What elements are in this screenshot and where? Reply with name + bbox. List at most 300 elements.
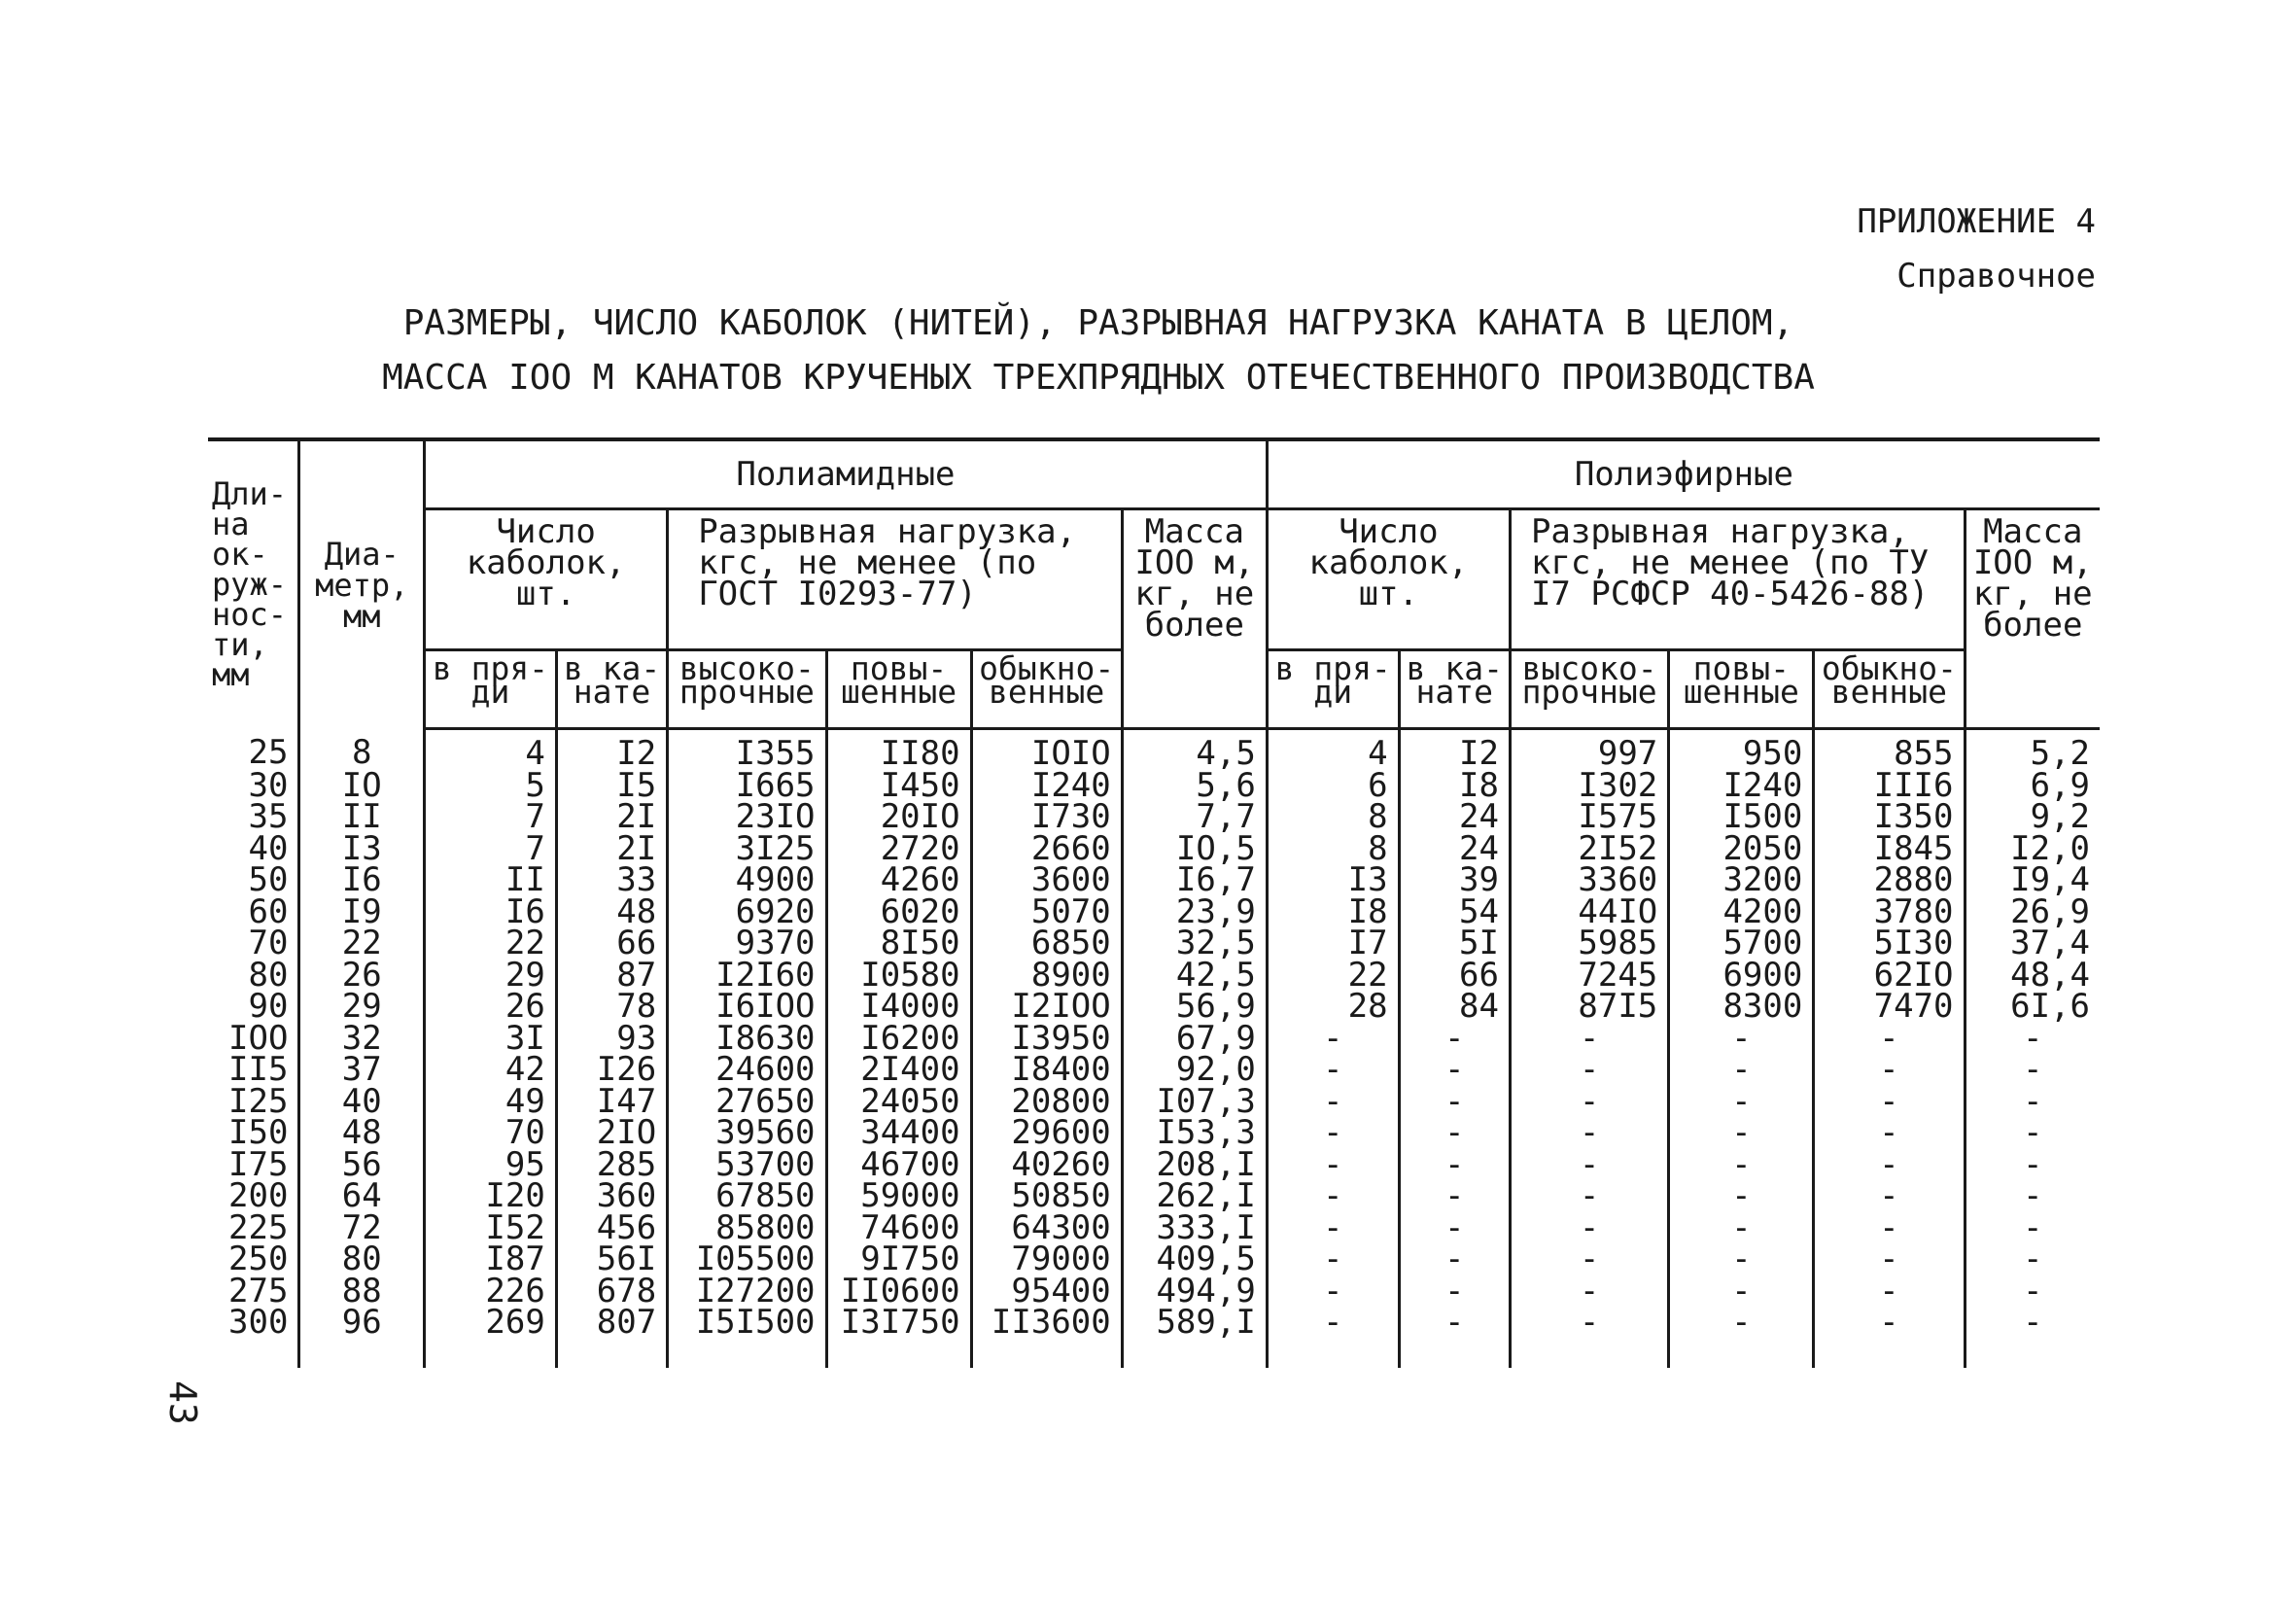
table-row bbox=[208, 896, 2100, 928]
cell-pe-ordinary: I845 bbox=[1814, 833, 1965, 865]
header-mass-pe: Масса IOO м, кг, не более bbox=[1965, 509, 2100, 729]
cell-pa-increased: I3I750 bbox=[826, 1307, 971, 1368]
appendix-subtitle: Справочное bbox=[1896, 257, 2096, 296]
cell-pa-increased: 2I400 bbox=[826, 1054, 971, 1086]
cell-length: 90 bbox=[248, 987, 289, 1026]
header-high-pa: высоко-прочные bbox=[668, 650, 826, 729]
cell-pa-ordinary: I730 bbox=[971, 801, 1122, 833]
cell-pa-increased: 6020 bbox=[826, 896, 971, 928]
cell-pa-strand: II bbox=[425, 864, 557, 896]
cell-pa-rope: 285 bbox=[556, 1149, 667, 1181]
header-diameter: Диа-метр, мм bbox=[299, 439, 425, 729]
cell-diameter: I9 bbox=[299, 896, 425, 928]
cell-pe-ordinary: 2880 bbox=[1814, 864, 1965, 896]
cell-pe-ordinary: - bbox=[1814, 1054, 1965, 1086]
cell-pa-increased: 46700 bbox=[826, 1149, 971, 1181]
cell-pe-increased: I500 bbox=[1669, 801, 1814, 833]
cell-pa-strand: 22 bbox=[425, 927, 557, 960]
cell-pe-rope: - bbox=[1399, 1243, 1510, 1275]
table-row bbox=[208, 801, 2100, 833]
header-high-pe: высоко-прочные bbox=[1510, 650, 1668, 729]
cell-pe-high: 44IO bbox=[1510, 896, 1668, 928]
cell-pa-high: 3I25 bbox=[668, 833, 826, 865]
cell-length: 300 bbox=[228, 1303, 289, 1342]
cell-pe-increased: 950 bbox=[1669, 729, 1814, 770]
table-row bbox=[208, 1117, 2100, 1149]
cell-pa-high: I665 bbox=[668, 770, 826, 802]
cell-pa-high: I8630 bbox=[668, 1023, 826, 1055]
cell-pa-high: 53700 bbox=[668, 1149, 826, 1181]
cell-pe-rope: - bbox=[1399, 1212, 1510, 1244]
cell-pe-rope: - bbox=[1399, 1275, 1510, 1308]
cell-pa-increased: 59000 bbox=[826, 1180, 971, 1212]
cell-pa-rope: 33 bbox=[556, 864, 667, 896]
header-increased-pa: повы-шенные bbox=[826, 650, 971, 729]
cell-pa-strand: 3I bbox=[425, 1023, 557, 1055]
cell-pe-high: - bbox=[1510, 1275, 1668, 1308]
title-line-2: МАССА IOO М КАНАТОВ КРУЧЕНЫХ ТРЕХПРЯДНЫХ ОТЕЧЕСТВЕННОГО ПРОИЗВОДСТВА bbox=[382, 358, 1815, 398]
cell-pa-ordinary: IOIO bbox=[971, 729, 1122, 770]
cell-pe-high: - bbox=[1510, 1117, 1668, 1149]
cell-pe-high: 5985 bbox=[1510, 927, 1668, 960]
cell-pa-rope: 2I bbox=[556, 801, 667, 833]
cell-pa-increased: II80 bbox=[826, 729, 971, 770]
cell-pa-strand: 42 bbox=[425, 1054, 557, 1086]
cell-pa-mass: 32,5 bbox=[1122, 927, 1267, 960]
cell-pa-mass: 56,9 bbox=[1122, 991, 1267, 1023]
cell-pe-ordinary: - bbox=[1814, 1180, 1965, 1212]
cell-pa-rope: 2IO bbox=[556, 1117, 667, 1149]
cell-pe-high: 7245 bbox=[1510, 960, 1668, 992]
cell-pa-rope: 678 bbox=[556, 1275, 667, 1308]
cell-pa-high: I2I60 bbox=[668, 960, 826, 992]
cell-pa-strand: 269 bbox=[425, 1307, 557, 1368]
cell-pe-strand: 6 bbox=[1267, 770, 1399, 802]
document-title bbox=[292, 297, 1905, 405]
header-in-strand-pa: в пря-ди bbox=[425, 650, 557, 729]
cell-length: 275 bbox=[228, 1271, 289, 1310]
cell-pe-strand: 28 bbox=[1267, 991, 1399, 1023]
header-yarns-pe: Число каболок, шт. bbox=[1267, 509, 1510, 650]
cell-pa-strand: I20 bbox=[425, 1180, 557, 1212]
cell-pe-mass: 9,2 bbox=[1965, 801, 2100, 833]
cell-pe-high: - bbox=[1510, 1149, 1668, 1181]
cell-pa-high: 27650 bbox=[668, 1086, 826, 1118]
cell-pa-mass: 494,9 bbox=[1122, 1275, 1267, 1308]
cell-pa-mass: 409,5 bbox=[1122, 1243, 1267, 1275]
cell-pa-ordinary: I8400 bbox=[971, 1054, 1122, 1086]
cell-pa-rope: I26 bbox=[556, 1054, 667, 1086]
cell-diameter: 64 bbox=[299, 1180, 425, 1212]
cell-pa-increased: 2720 bbox=[826, 833, 971, 865]
cell-pe-strand: - bbox=[1267, 1149, 1399, 1181]
cell-pa-increased: I6200 bbox=[826, 1023, 971, 1055]
cell-pa-mass: 262,I bbox=[1122, 1180, 1267, 1212]
rope-specs-table bbox=[208, 437, 2100, 1368]
cell-pe-high: - bbox=[1510, 1243, 1668, 1275]
cell-pa-strand: 70 bbox=[425, 1117, 557, 1149]
cell-pe-rope: - bbox=[1399, 1117, 1510, 1149]
cell-pe-strand: - bbox=[1267, 1086, 1399, 1118]
cell-pa-rope: 87 bbox=[556, 960, 667, 992]
cell-pa-ordinary: 5070 bbox=[971, 896, 1122, 928]
cell-length: 225 bbox=[228, 1207, 289, 1247]
cell-diameter: 32 bbox=[299, 1023, 425, 1055]
cell-pa-rope: 807 bbox=[556, 1307, 667, 1368]
cell-pa-ordinary: 3600 bbox=[971, 864, 1122, 896]
cell-length: 60 bbox=[248, 891, 289, 931]
cell-pe-mass: - bbox=[1965, 1212, 2100, 1244]
cell-pa-rope: 456 bbox=[556, 1212, 667, 1244]
cell-pa-mass: I53,3 bbox=[1122, 1117, 1267, 1149]
cell-pe-strand: - bbox=[1267, 1212, 1399, 1244]
page-number: 43 bbox=[161, 1380, 204, 1425]
cell-pa-mass: 7,7 bbox=[1122, 801, 1267, 833]
cell-pe-mass: 37,4 bbox=[1965, 927, 2100, 960]
cell-pe-ordinary: I350 bbox=[1814, 801, 1965, 833]
cell-pa-strand: I52 bbox=[425, 1212, 557, 1244]
cell-pa-strand: 49 bbox=[425, 1086, 557, 1118]
cell-pe-increased: 3200 bbox=[1669, 864, 1814, 896]
cell-pa-mass: 4,5 bbox=[1122, 729, 1267, 770]
cell-pe-mass: - bbox=[1965, 1307, 2100, 1368]
cell-pe-mass: I2,0 bbox=[1965, 833, 2100, 865]
cell-pe-mass: - bbox=[1965, 1275, 2100, 1308]
cell-pe-strand: I3 bbox=[1267, 864, 1399, 896]
cell-length: I25 bbox=[228, 1081, 289, 1121]
cell-pe-high: 2I52 bbox=[1510, 833, 1668, 865]
cell-length: 50 bbox=[248, 860, 289, 899]
cell-pa-ordinary: 95400 bbox=[971, 1275, 1122, 1308]
cell-pa-strand: 7 bbox=[425, 801, 557, 833]
cell-diameter: 72 bbox=[299, 1212, 425, 1244]
cell-pe-ordinary: 855 bbox=[1814, 729, 1965, 770]
cell-diameter: I3 bbox=[299, 833, 425, 865]
cell-pa-ordinary: II3600 bbox=[971, 1307, 1122, 1368]
cell-pe-strand: 22 bbox=[1267, 960, 1399, 992]
cell-pe-rope: 66 bbox=[1399, 960, 1510, 992]
table-row bbox=[208, 833, 2100, 865]
header-polyamide: Полиамидные bbox=[425, 439, 1268, 509]
table-row bbox=[208, 1086, 2100, 1118]
cell-pe-increased: - bbox=[1669, 1054, 1814, 1086]
cell-pa-ordinary: 29600 bbox=[971, 1117, 1122, 1149]
cell-pe-increased: 8300 bbox=[1669, 991, 1814, 1023]
header-polyester: Полиэфирные bbox=[1267, 439, 2100, 509]
cell-pe-mass: - bbox=[1965, 1086, 2100, 1118]
cell-pe-high: - bbox=[1510, 1212, 1668, 1244]
cell-pa-increased: 74600 bbox=[826, 1212, 971, 1244]
cell-pe-high: - bbox=[1510, 1023, 1668, 1055]
cell-pe-strand: - bbox=[1267, 1275, 1399, 1308]
cell-pa-rope: 48 bbox=[556, 896, 667, 928]
cell-diameter: 29 bbox=[299, 991, 425, 1023]
cell-pa-strand: 7 bbox=[425, 833, 557, 865]
cell-pe-high: I302 bbox=[1510, 770, 1668, 802]
cell-pe-ordinary: 5I30 bbox=[1814, 927, 1965, 960]
cell-pa-increased: 8I50 bbox=[826, 927, 971, 960]
cell-pa-strand: 95 bbox=[425, 1149, 557, 1181]
cell-pa-strand: 226 bbox=[425, 1275, 557, 1308]
cell-length: I75 bbox=[228, 1144, 289, 1184]
header-ordinary-pa: обыкно-венные bbox=[971, 650, 1122, 729]
cell-pe-ordinary: 3780 bbox=[1814, 896, 1965, 928]
cell-pe-strand: - bbox=[1267, 1117, 1399, 1149]
cell-pa-ordinary: 40260 bbox=[971, 1149, 1122, 1181]
cell-pe-rope: I2 bbox=[1399, 729, 1510, 770]
cell-diameter: 22 bbox=[299, 927, 425, 960]
header-in-rope-pa: в ка-нате bbox=[556, 650, 667, 729]
cell-pa-high: I6IOO bbox=[668, 991, 826, 1023]
header-yarns-pa: Число каболок, шт. bbox=[425, 509, 668, 650]
cell-pa-strand: I87 bbox=[425, 1243, 557, 1275]
cell-pe-ordinary: 7470 bbox=[1814, 991, 1965, 1023]
cell-diameter: 48 bbox=[299, 1117, 425, 1149]
cell-pe-rope: 24 bbox=[1399, 801, 1510, 833]
cell-length: 25 bbox=[248, 733, 289, 773]
cell-pe-mass: - bbox=[1965, 1023, 2100, 1055]
cell-pa-strand: 26 bbox=[425, 991, 557, 1023]
cell-pe-high: - bbox=[1510, 1086, 1668, 1118]
cell-pe-strand: 8 bbox=[1267, 833, 1399, 865]
cell-pe-rope: - bbox=[1399, 1149, 1510, 1181]
cell-pe-strand: - bbox=[1267, 1243, 1399, 1275]
cell-pa-high: 85800 bbox=[668, 1212, 826, 1244]
cell-pa-rope: 93 bbox=[556, 1023, 667, 1055]
appendix-block bbox=[1857, 194, 2096, 303]
cell-pe-increased: 6900 bbox=[1669, 960, 1814, 992]
table-body bbox=[208, 729, 2100, 1368]
cell-length: 40 bbox=[248, 828, 289, 868]
cell-pa-mass: IO,5 bbox=[1122, 833, 1267, 865]
cell-diameter: I6 bbox=[299, 864, 425, 896]
cell-pa-high: I27200 bbox=[668, 1275, 826, 1308]
cell-pe-increased: - bbox=[1669, 1243, 1814, 1275]
cell-pa-high: 23IO bbox=[668, 801, 826, 833]
cell-pe-ordinary: - bbox=[1814, 1212, 1965, 1244]
cell-diameter: 96 bbox=[299, 1307, 425, 1368]
cell-pe-increased: 4200 bbox=[1669, 896, 1814, 928]
cell-pa-ordinary: 8900 bbox=[971, 960, 1122, 992]
cell-pa-strand: 5 bbox=[425, 770, 557, 802]
cell-pe-ordinary: - bbox=[1814, 1275, 1965, 1308]
cell-pa-mass: I6,7 bbox=[1122, 864, 1267, 896]
cell-pe-rope: 54 bbox=[1399, 896, 1510, 928]
cell-pe-high: - bbox=[1510, 1180, 1668, 1212]
cell-pe-increased: - bbox=[1669, 1117, 1814, 1149]
cell-pa-increased: 34400 bbox=[826, 1117, 971, 1149]
cell-pe-high: I575 bbox=[1510, 801, 1668, 833]
cell-pa-mass: 333,I bbox=[1122, 1212, 1267, 1244]
cell-pe-ordinary: - bbox=[1814, 1023, 1965, 1055]
table-row bbox=[208, 864, 2100, 896]
appendix-label: ПРИЛОЖЕНИЕ 4 bbox=[1857, 202, 2096, 241]
cell-pe-strand: I7 bbox=[1267, 927, 1399, 960]
cell-pa-increased: 9I750 bbox=[826, 1243, 971, 1275]
title-line-1: РАЗМЕРЫ, ЧИСЛО КАБОЛОК (НИТЕЙ), РАЗРЫВНАЯ НАГРУЗКА КАНАТА В ЦЕЛОМ, bbox=[402, 303, 1794, 343]
cell-pe-increased: - bbox=[1669, 1212, 1814, 1244]
cell-length: IOO bbox=[228, 1018, 289, 1058]
cell-pa-rope: I5 bbox=[556, 770, 667, 802]
cell-pe-high: 997 bbox=[1510, 729, 1668, 770]
header-load-pa: Разрывная нагрузка, кгс, не менее (по ГОСТ I0293-77) bbox=[668, 509, 1123, 650]
cell-pe-mass: - bbox=[1965, 1054, 2100, 1086]
header-load-pe: Разрывная нагрузка, кгс, не менее (по ТУ I7 РСФСР 40-5426-88) bbox=[1510, 509, 1965, 650]
cell-length: 200 bbox=[228, 1176, 289, 1215]
cell-pe-rope: 5I bbox=[1399, 927, 1510, 960]
cell-pe-strand: - bbox=[1267, 1307, 1399, 1368]
cell-pa-high: 4900 bbox=[668, 864, 826, 896]
table-row bbox=[208, 1054, 2100, 1086]
cell-pa-strand: I6 bbox=[425, 896, 557, 928]
cell-pa-mass: 5,6 bbox=[1122, 770, 1267, 802]
cell-diameter: 88 bbox=[299, 1275, 425, 1308]
cell-pa-rope: I2 bbox=[556, 729, 667, 770]
cell-pe-rope: 39 bbox=[1399, 864, 1510, 896]
cell-pa-ordinary: 20800 bbox=[971, 1086, 1122, 1118]
cell-pe-mass: 6I,6 bbox=[1965, 991, 2100, 1023]
cell-pa-mass: 67,9 bbox=[1122, 1023, 1267, 1055]
cell-length: II5 bbox=[228, 1050, 289, 1089]
cell-diameter: 80 bbox=[299, 1243, 425, 1275]
cell-length: 30 bbox=[248, 765, 289, 805]
cell-pa-ordinary: I3950 bbox=[971, 1023, 1122, 1055]
table-row bbox=[208, 729, 2100, 770]
cell-pa-increased: 4260 bbox=[826, 864, 971, 896]
cell-pe-rope: - bbox=[1399, 1307, 1510, 1368]
cell-pa-rope: 360 bbox=[556, 1180, 667, 1212]
cell-pe-ordinary: - bbox=[1814, 1149, 1965, 1181]
cell-diameter: 40 bbox=[299, 1086, 425, 1118]
cell-pa-mass: 208,I bbox=[1122, 1149, 1267, 1181]
table-row bbox=[208, 1243, 2100, 1275]
cell-pa-high: I05500 bbox=[668, 1243, 826, 1275]
cell-pe-mass: - bbox=[1965, 1180, 2100, 1212]
table-row bbox=[208, 960, 2100, 992]
cell-pa-strand: 29 bbox=[425, 960, 557, 992]
cell-pe-high: 3360 bbox=[1510, 864, 1668, 896]
cell-pe-increased: - bbox=[1669, 1086, 1814, 1118]
cell-length: 250 bbox=[228, 1240, 289, 1278]
header-in-strand-pe: в пря-ди bbox=[1267, 650, 1399, 729]
cell-pe-increased: 5700 bbox=[1669, 927, 1814, 960]
cell-pa-increased: 24050 bbox=[826, 1086, 971, 1118]
table-row bbox=[208, 770, 2100, 802]
cell-pa-mass: I07,3 bbox=[1122, 1086, 1267, 1118]
cell-pa-rope: 2I bbox=[556, 833, 667, 865]
cell-pe-increased: - bbox=[1669, 1149, 1814, 1181]
cell-pa-increased: I4000 bbox=[826, 991, 971, 1023]
cell-pa-ordinary: 79000 bbox=[971, 1243, 1122, 1275]
cell-pe-ordinary: III6 bbox=[1814, 770, 1965, 802]
cell-pe-strand: - bbox=[1267, 1023, 1399, 1055]
cell-pa-mass: 42,5 bbox=[1122, 960, 1267, 992]
cell-pa-rope: I47 bbox=[556, 1086, 667, 1118]
cell-diameter: 56 bbox=[299, 1149, 425, 1181]
cell-diameter: 8 bbox=[299, 729, 425, 770]
cell-pa-increased: I0580 bbox=[826, 960, 971, 992]
cell-pe-mass: - bbox=[1965, 1117, 2100, 1149]
cell-pe-increased: - bbox=[1669, 1180, 1814, 1212]
cell-pe-mass: 5,2 bbox=[1965, 729, 2100, 770]
table-row bbox=[208, 1180, 2100, 1212]
cell-pe-ordinary: - bbox=[1814, 1086, 1965, 1118]
cell-pe-strand: I8 bbox=[1267, 896, 1399, 928]
header-ordinary-pe: обыкно-венные bbox=[1814, 650, 1965, 729]
cell-pe-rope: 24 bbox=[1399, 833, 1510, 865]
cell-pe-increased: - bbox=[1669, 1275, 1814, 1308]
cell-pe-mass: - bbox=[1965, 1149, 2100, 1181]
cell-pa-high: 67850 bbox=[668, 1180, 826, 1212]
cell-pa-rope: 66 bbox=[556, 927, 667, 960]
cell-pe-high: 87I5 bbox=[1510, 991, 1668, 1023]
cell-pa-high: 39560 bbox=[668, 1117, 826, 1149]
cell-pa-high: I5I500 bbox=[668, 1307, 826, 1368]
cell-length: 35 bbox=[248, 797, 289, 836]
cell-pa-increased: 20IO bbox=[826, 801, 971, 833]
cell-pa-high: 24600 bbox=[668, 1054, 826, 1086]
cell-pe-high: - bbox=[1510, 1307, 1668, 1368]
cell-length: I50 bbox=[228, 1113, 289, 1152]
table-row bbox=[208, 1307, 2100, 1368]
cell-pe-mass: 6,9 bbox=[1965, 770, 2100, 802]
cell-pe-increased: - bbox=[1669, 1023, 1814, 1055]
cell-pe-mass: 26,9 bbox=[1965, 896, 2100, 928]
cell-pe-mass: - bbox=[1965, 1243, 2100, 1275]
cell-pa-ordinary: 50850 bbox=[971, 1180, 1122, 1212]
cell-pa-rope: 78 bbox=[556, 991, 667, 1023]
cell-pe-rope: - bbox=[1399, 1086, 1510, 1118]
cell-pa-ordinary: I240 bbox=[971, 770, 1122, 802]
cell-pe-strand: 8 bbox=[1267, 801, 1399, 833]
cell-pa-mass: 589,I bbox=[1122, 1307, 1267, 1368]
cell-diameter: 26 bbox=[299, 960, 425, 992]
cell-pe-rope: - bbox=[1399, 1054, 1510, 1086]
header-mass-pa: Масса IOO м, кг, не более bbox=[1122, 509, 1267, 729]
cell-pe-increased: I240 bbox=[1669, 770, 1814, 802]
cell-pa-mass: 92,0 bbox=[1122, 1054, 1267, 1086]
cell-pe-increased: - bbox=[1669, 1307, 1814, 1368]
cell-pa-strand: 4 bbox=[425, 729, 557, 770]
cell-length: 80 bbox=[248, 955, 289, 995]
cell-pa-mass: 23,9 bbox=[1122, 896, 1267, 928]
cell-pe-rope: - bbox=[1399, 1023, 1510, 1055]
cell-pa-increased: II0600 bbox=[826, 1275, 971, 1308]
cell-pa-ordinary: I2IOO bbox=[971, 991, 1122, 1023]
cell-diameter: 37 bbox=[299, 1054, 425, 1086]
cell-pa-ordinary: 64300 bbox=[971, 1212, 1122, 1244]
cell-pe-ordinary: - bbox=[1814, 1117, 1965, 1149]
cell-pe-rope: I8 bbox=[1399, 770, 1510, 802]
cell-length: 70 bbox=[248, 924, 289, 962]
cell-pe-ordinary: 62IO bbox=[1814, 960, 1965, 992]
table-row bbox=[208, 927, 2100, 960]
cell-pe-ordinary: - bbox=[1814, 1243, 1965, 1275]
cell-pa-high: I355 bbox=[668, 729, 826, 770]
cell-pa-rope: 56I bbox=[556, 1243, 667, 1275]
cell-pa-increased: I450 bbox=[826, 770, 971, 802]
cell-pa-ordinary: 6850 bbox=[971, 927, 1122, 960]
cell-diameter: II bbox=[299, 801, 425, 833]
header-length: Дли-на ок-руж-нос-ти, мм bbox=[208, 439, 299, 729]
cell-pe-strand: - bbox=[1267, 1054, 1399, 1086]
cell-pa-high: 6920 bbox=[668, 896, 826, 928]
cell-pe-high: - bbox=[1510, 1054, 1668, 1086]
table-row bbox=[208, 1023, 2100, 1055]
header-increased-pe: повы-шенные bbox=[1669, 650, 1814, 729]
header-in-rope-pe: в ка-нате bbox=[1399, 650, 1510, 729]
table-row bbox=[208, 991, 2100, 1023]
